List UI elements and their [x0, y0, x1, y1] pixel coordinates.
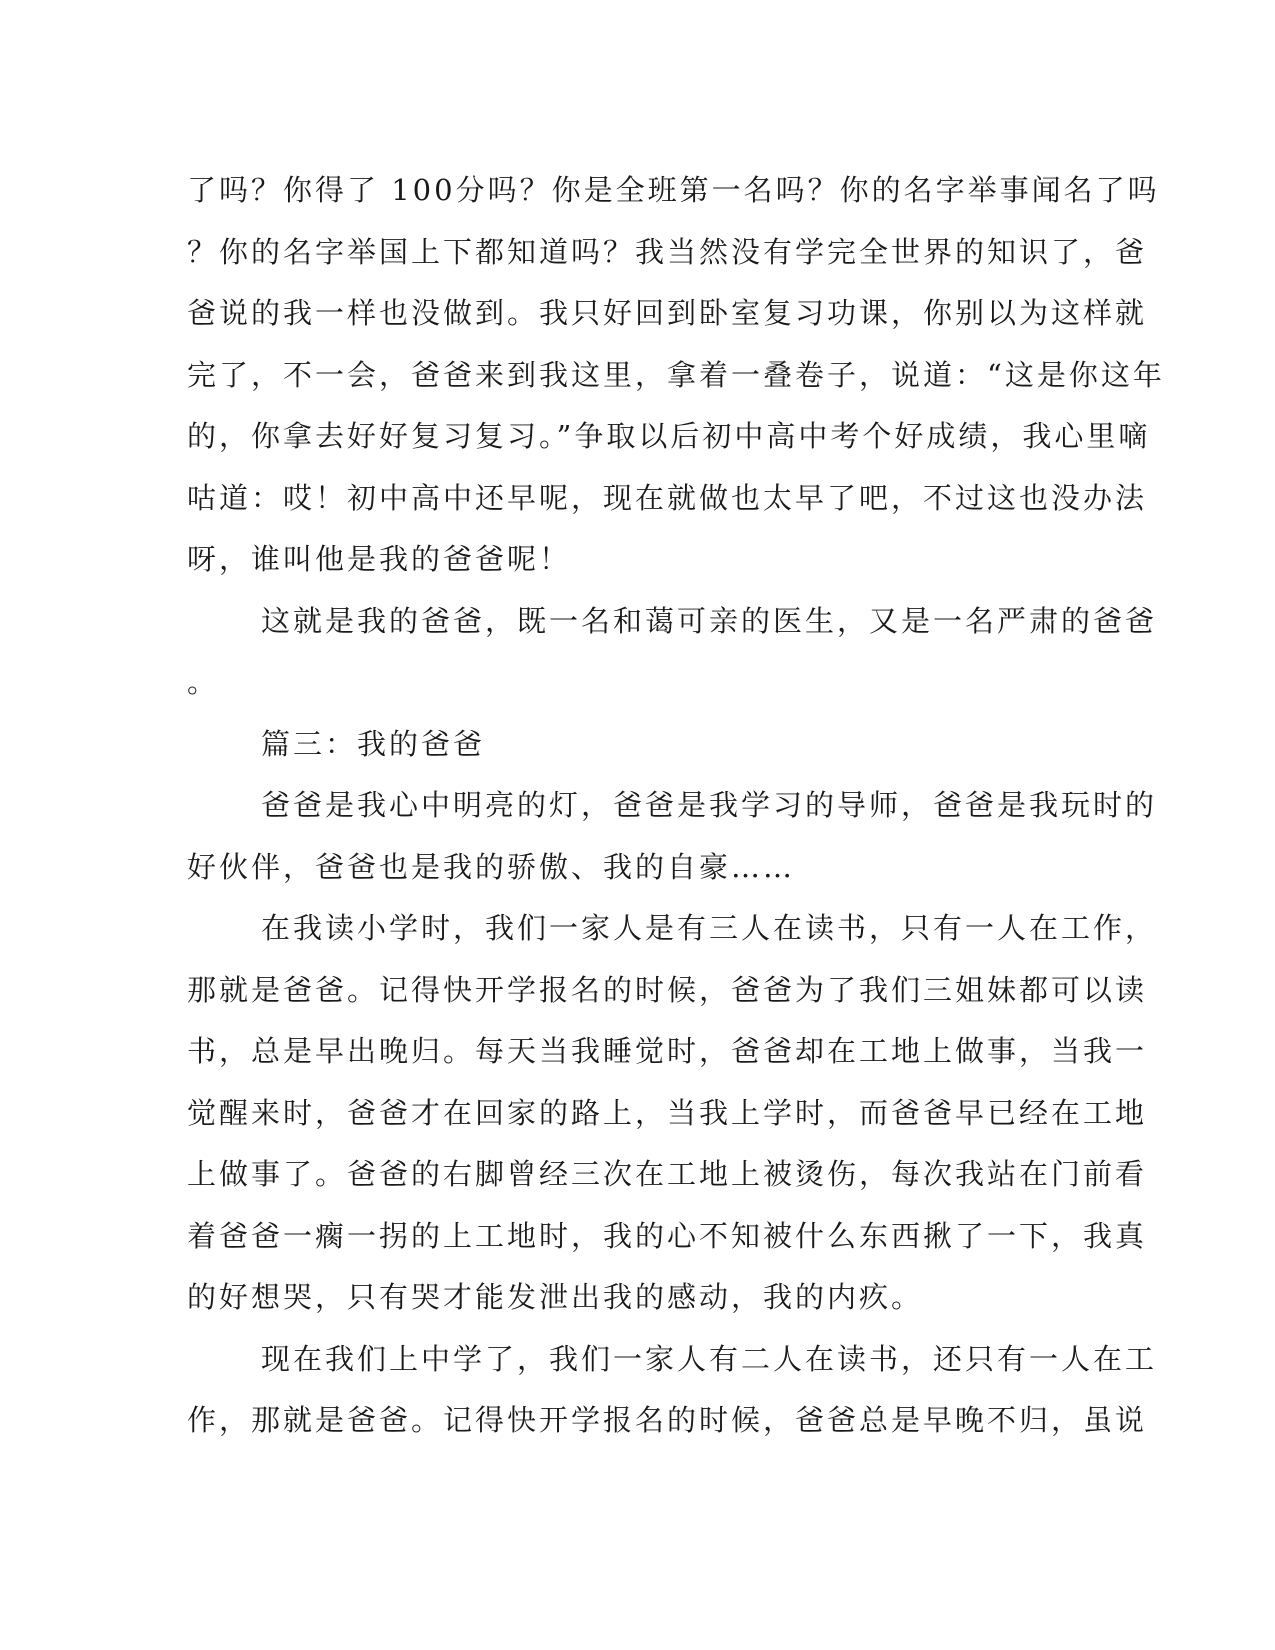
text-line: ？你的名字举国上下都知道吗？我当然没有学完全世界的知识了，爸	[187, 234, 1148, 269]
text-line: 觉醒来时，爸爸才在回家的路上，当我上学时，而爸爸早已经在工地	[187, 1095, 1148, 1130]
text-line: 爸爸是我心中明亮的灯，爸爸是我学习的导师，爸爸是我玩时的	[261, 788, 1158, 822]
text-line: 的，你拿去好好复习复习。”争取以后初中高中考个好成绩，我心里嘀	[187, 419, 1151, 453]
document-body	[187, 160, 1165, 1452]
text-line: 呀，谁叫他是我的爸爸呢！	[187, 542, 572, 576]
text-line: 在我读小学时，我们一家人是有三人在读书，只有一人在工作，	[261, 911, 1158, 945]
text-line: 爸说的我一样也没做到。我只好回到卧室复习功课，你别以为这样就	[187, 296, 1148, 330]
text-line: 着爸爸一瘸一拐的上工地时，我的心不知被什么东西揪了一下，我真	[187, 1218, 1148, 1253]
text-line: 。	[187, 665, 220, 699]
text-line: 这就是我的爸爸，既一名和蔼可亲的医生，又是一名严肃的爸爸	[261, 603, 1158, 638]
text-line: 现在我们上中学了，我们一家人有二人在读书，还只有一人在工	[261, 1341, 1158, 1376]
text-line: 咕道：哎！初中高中还早呢，现在就做也太早了吧，不过这也没办法	[187, 480, 1148, 515]
text-line: 完了，不一会，爸爸来到我这里，拿着一叠卷子，说道：“这是你这年	[187, 357, 1165, 392]
text-line: 好伙伴，爸爸也是我的骄傲、我的自豪……	[187, 849, 796, 884]
text-line: 了吗？你得了 100分吗？你是全班第一名吗？你的名字举事闻名了吗	[187, 173, 1160, 207]
text-line: 的好想哭，只有哭才能发泄出我的感动，我的内疚。	[187, 1280, 924, 1314]
text-line: 书，总是早出晚归。每天当我睡觉时，爸爸却在工地上做事，当我一	[187, 1034, 1148, 1068]
text-line: 上做事了。爸爸的右脚曾经三次在工地上被烫伤，每次我站在门前看	[187, 1157, 1148, 1191]
text-line: 那就是爸爸。记得快开学报名的时候，爸爸为了我们三姐妹都可以读	[187, 972, 1148, 1007]
section-heading: 篇三：我的爸爸	[261, 726, 486, 761]
text-line: 作，那就是爸爸。记得快开学报名的时候，爸爸总是早晚不归，虽说	[187, 1403, 1148, 1437]
